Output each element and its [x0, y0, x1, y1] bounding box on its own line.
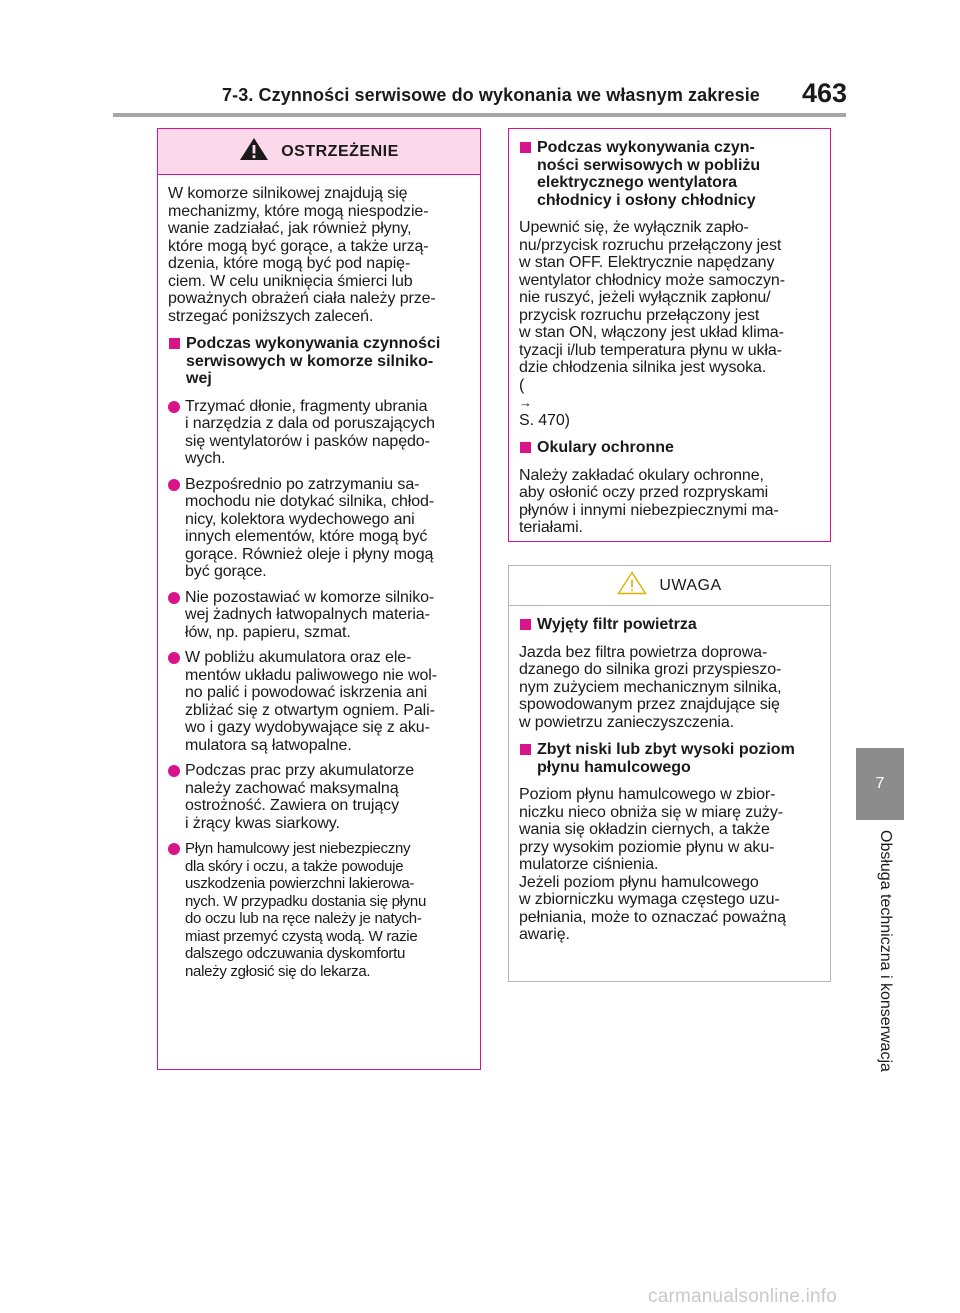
warning-heading: Podczas wykonywania czynności serwisowych w komorze silniko- wej — [168, 335, 470, 388]
list-item: Nie pozostawiać w komorze silniko- wej żadnych łatwopalnych materia- łów, np. papieru, szmat. — [168, 589, 470, 642]
page-reference[interactable]: ( → S. 470) — [519, 377, 820, 430]
header-rule — [113, 113, 846, 117]
square-bullet-icon — [520, 744, 531, 755]
square-bullet-icon — [169, 338, 180, 349]
section-title: 7-3. Czynności serwisowe do wykonania we własnym zakresie — [222, 85, 760, 105]
caution-box-header — [509, 566, 830, 606]
watermark: carmanualsonline.info — [648, 1286, 838, 1307]
round-bullet-icon — [168, 765, 180, 777]
fan-heading: Podczas wykonywania czyn- ności serwisowych w pobliżu elektrycznego wentylatora chłodnicy i osłony chłodnicy — [519, 139, 820, 209]
caution-box — [508, 565, 831, 982]
goggles-paragraph: Należy zakładać okulary ochronne, aby osłonić oczy przed rozpryskami płynów i innymi niebezpiecznymi ma- teriałami. — [519, 466, 779, 536]
list-item: Bezpośrednio po zatrzymaniu sa- mochodu nie dotykać silnika, chłod- nicy, kolektora wydechowego ani innych elementów, które mogą być gorące. Również oleje i płyny mogą być gorące. — [168, 476, 470, 581]
air-filter-paragraph: Jazda bez filtra powietrza doprowa- dzanego do silnika grozi przyspieszo- nym zużyciem mechanicznym silnika, spowodowanym przez znajdujące się w powietrzu zanieczyszczenia. — [519, 643, 782, 731]
brake-fluid-heading: Zbyt niski lub zbyt wysoki poziom płynu hamulcowego — [519, 741, 820, 776]
page-number: 463 — [802, 78, 848, 108]
chapter-label: Obsługa techniczna i konserwacja — [877, 830, 894, 1072]
air-filter-heading: Wyjęty filtr powietrza — [519, 616, 820, 634]
square-bullet-icon — [520, 619, 531, 630]
square-bullet-icon — [520, 442, 531, 453]
chapter-tab[interactable]: 7 — [856, 748, 904, 820]
fan-paragraph: Upewnić się, że wyłącznik zapło- nu/przycisk rozruchu przełączony jest w stan OFF. Elektrycznie napędzany wentylator chłodnicy może samoczyn- nie ruszyć, jeżeli wyłącznik zapłonu/ przycisk rozruchu przełączony jest w stan ON, włączony jest układ klima- tyzacji i/lub temperatura płynu w ukła- dzie chłodzenia silnika jest wysoka. ( → S. 470) — [519, 219, 820, 429]
warning-box-header — [158, 129, 480, 175]
list-item: Płyn hamulcowy jest niebezpieczny dla skóry i oczu, a także powoduje uszkodzenia powierzchni lakierowa- nych. W przypadku dostania się płynu do oczu lub na ręce należy je natych- miast przemyć czystą wodą. W razie dalszego odczuwania dyskomfortu należy zgłosić się do lekarza. — [168, 840, 470, 980]
list-item: W pobliżu akumulatora oraz ele- mentów układu paliwowego nie wol- no palić i powodować iskrzenia ani zbliżać się z otwartym ogniem. Pali- wo i gazy wydobywające się z aku- mulatora są łatwopalne. — [168, 649, 470, 754]
warning-triangle-icon — [239, 137, 269, 166]
square-bullet-icon — [520, 142, 531, 153]
round-bullet-icon — [168, 479, 180, 491]
round-bullet-icon — [168, 843, 180, 855]
caution-box-title: UWAGA — [659, 576, 722, 594]
round-bullet-icon — [168, 652, 180, 664]
warning-intro: W komorze silnikowej znajdują się mechanizmy, które mogą niespodzie- wanie zadziałać, jak również płyny, które mogą być gorące, a także urzą- dzenia, które mogą być pod napię- ciem. W celu uniknięcia śmierci lub poważnych obrażeń ciała należy prze- strzegać poniższych zaleceń. — [168, 185, 436, 325]
caution-triangle-icon — [617, 571, 647, 600]
arrow-right-icon: → — [519, 395, 532, 410]
goggles-heading: Okulary ochronne — [519, 439, 820, 457]
warning-box-title: OSTRZEŻENIE — [281, 142, 399, 160]
warning-box-continued — [508, 128, 831, 542]
round-bullet-icon — [168, 592, 180, 604]
warning-box — [157, 128, 481, 1070]
list-item: Podczas prac przy akumulatorze należy zachować maksymalną ostrożność. Zawiera on trujący i żrący kwas siarkowy. — [168, 762, 470, 832]
brake-fluid-paragraph: Poziom płynu hamulcowego w zbior- niczku nieco obniża się w miarę zuży- wania się okładzin ciernych, a także przy wysokim poziomie płynu w aku- mulatorze ciśnienia. Jeżeli poziom płynu hamulcowego w zbiorniczku wymaga częstego uzu- pełniania, może to oznaczać poważną awarię. — [519, 786, 786, 943]
list-item: Trzymać dłonie, fragmenty ubrania i narzędzia z dala od poruszających się wentylatorów i pasków napędo- wych. — [168, 398, 470, 468]
round-bullet-icon — [168, 401, 180, 413]
